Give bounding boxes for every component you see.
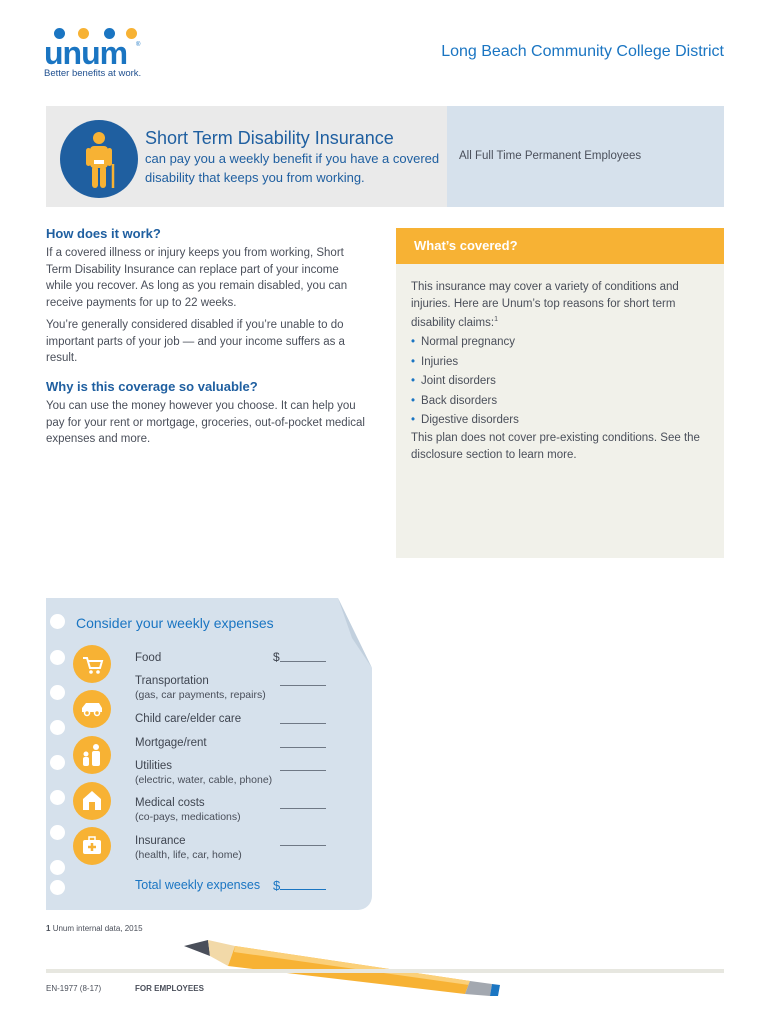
bullet-icon: • — [411, 375, 416, 387]
footnote-number: 1 — [46, 924, 51, 933]
audience-text: All Full Time Permanent Employees — [459, 150, 642, 162]
bullet-icon: • — [411, 355, 416, 368]
covered-list — [411, 333, 519, 431]
list-item — [411, 372, 519, 392]
logo-dot — [126, 28, 137, 39]
pencil-icon — [180, 936, 505, 996]
list-item — [411, 333, 519, 353]
page-curl-icon — [338, 598, 372, 668]
expense-blank-total[interactable] — [280, 880, 326, 890]
footer-divider — [46, 969, 724, 973]
logo-tagline: Better benefits at work. — [44, 68, 142, 79]
bullet-icon: • — [411, 394, 416, 407]
organization-name: Long Beach Community College District — [441, 43, 724, 60]
expense-label-mortgage: Mortgage/rent — [135, 737, 207, 749]
hero-title: Short Term Disability Insurance — [145, 128, 394, 148]
list-item-label: Back disorders — [421, 394, 498, 407]
list-item — [411, 353, 519, 373]
car-icon — [73, 690, 111, 728]
covered-intro-text: This insurance may cover a variety of conditions and injuries. Here are Unum’s top reasons for short term disability claims: — [411, 281, 679, 329]
expense-sub-insurance: (health, life, car, home) — [135, 849, 242, 861]
covered-intro — [411, 279, 711, 331]
person-with-cane-icon — [60, 120, 138, 198]
expense-label-insurance: Insurance — [135, 835, 186, 847]
expense-blank-transportation[interactable] — [280, 676, 326, 686]
house-icon — [73, 782, 111, 820]
shopping-cart-icon — [73, 645, 111, 683]
expense-sub-medical: (co-pays, medications) — [135, 811, 241, 823]
medical-kit-icon — [73, 827, 111, 865]
footnote-text: Unum internal data, 2015 — [52, 924, 143, 933]
expense-blank-insurance[interactable] — [280, 836, 326, 846]
form-code: EN-1977 (8-17) — [46, 984, 102, 993]
expense-label-utilities: Utilities — [135, 760, 173, 772]
footnote — [46, 924, 143, 933]
expense-label-food: Food — [135, 652, 162, 664]
notepad-ring — [50, 860, 65, 875]
expense-dollar-sign: $ — [273, 650, 280, 664]
notepad-ring — [50, 614, 65, 629]
expense-label-transportation: Transportation — [135, 675, 209, 687]
covered-closing: This plan does not cover pre-existing conditions. See the disclosure section to learn more. — [411, 432, 700, 461]
family-icon — [73, 736, 111, 774]
expense-label-childcare: Child care/elder care — [135, 713, 242, 725]
list-item-label: Digestive disorders — [421, 414, 519, 426]
audience-label: FOR EMPLOYEES — [135, 984, 204, 993]
hero-subtitle: can pay you a weekly benefit if you have a covered disability that keeps you from working. — [145, 151, 440, 185]
bullet-icon: • — [411, 336, 416, 348]
notepad-ring — [50, 685, 65, 700]
list-item-label: Normal pregnancy — [421, 336, 515, 348]
expense-blank-mortgage[interactable] — [280, 738, 326, 748]
why-heading: Why is this coverage so valuable? — [46, 379, 258, 394]
expense-label-medical: Medical costs — [135, 797, 205, 809]
bullet-icon: • — [411, 414, 416, 426]
expense-sub-transportation: (gas, car payments, repairs) — [135, 689, 266, 701]
list-item-label: Injuries — [421, 355, 459, 368]
notepad-ring — [50, 650, 65, 665]
notepad-ring — [50, 825, 65, 840]
notepad-ring — [50, 755, 65, 770]
list-item-label: Joint disorders — [421, 375, 496, 387]
how-paragraph-2: You’re generally considered disabled if you’re unable to do important parts of your job — and your income suffers as a result. — [46, 319, 345, 364]
expense-sub-utilities: (electric, water, cable, phone) — [135, 774, 273, 786]
footnote-marker: 1 — [494, 316, 498, 323]
expense-blank-utilities[interactable] — [280, 761, 326, 771]
covered-heading: What’s covered? — [414, 238, 518, 253]
notepad-ring — [50, 880, 65, 895]
total-weekly-expenses-label: Total weekly expenses — [135, 878, 261, 892]
expense-blank-childcare[interactable] — [280, 714, 326, 724]
how-heading: How does it work? — [46, 226, 161, 241]
list-item — [411, 411, 519, 431]
expense-blank-food[interactable] — [280, 652, 326, 662]
expenses-title: Consider your weekly expenses — [76, 615, 274, 631]
registered-mark: ® — [136, 42, 141, 48]
total-dollar-sign: $ — [273, 878, 281, 893]
expense-blank-medical[interactable] — [280, 799, 326, 809]
logo-wordmark: unum — [44, 35, 128, 71]
list-item — [411, 392, 519, 412]
how-paragraph-1: If a covered illness or injury keeps you from working, Short Term Disability Insurance can replace part of your income while you recover. As long as you remain disabled, you can receive payments for up to 22 weeks. — [46, 247, 348, 309]
why-paragraph: You can use the money however you choose. It can help you pay for your rent or mortgage, groceries, out-of-pocket medical expenses and more. — [46, 400, 365, 445]
notepad-ring — [50, 720, 65, 735]
notepad-ring — [50, 790, 65, 805]
